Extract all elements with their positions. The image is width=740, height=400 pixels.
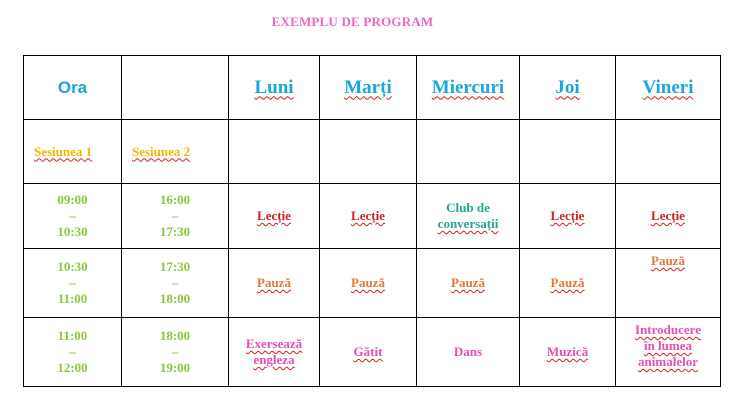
header-day-marti: Marți bbox=[320, 56, 417, 120]
activity-label: Pauză bbox=[451, 275, 485, 290]
time-end: 11:00 bbox=[57, 291, 88, 306]
time-dash: – bbox=[171, 344, 179, 359]
time-end: 12:00 bbox=[57, 360, 88, 375]
activity-cell bbox=[520, 318, 616, 387]
time-start: 09:00 bbox=[57, 192, 88, 207]
header-day-joi: Joi bbox=[520, 56, 616, 120]
time-slot-row bbox=[24, 249, 721, 318]
header-blank bbox=[122, 56, 229, 120]
time-dash: – bbox=[69, 208, 76, 223]
activity-cell bbox=[320, 184, 417, 249]
activity-cell bbox=[520, 249, 616, 318]
activity-label: în lumea bbox=[643, 338, 693, 353]
activity-cell bbox=[417, 318, 520, 387]
activity-label: Gătit bbox=[353, 344, 383, 359]
session-2-time bbox=[122, 184, 229, 249]
time-dash: – bbox=[171, 275, 179, 290]
activity-label: Lecție bbox=[651, 208, 685, 223]
empty-cell bbox=[520, 120, 616, 184]
activity-cell bbox=[229, 184, 320, 249]
activity-label: engleza bbox=[253, 352, 295, 367]
activity-cell bbox=[229, 249, 320, 318]
time-end: 10:30 bbox=[57, 224, 88, 239]
activity-cell bbox=[320, 318, 417, 387]
time-end: 18:00 bbox=[159, 291, 191, 306]
activity-label: Lecție bbox=[257, 208, 291, 223]
activity-label: conversații bbox=[437, 216, 499, 231]
session-1-label: Sesiunea 1 bbox=[24, 120, 122, 184]
activity-label: Exersează bbox=[245, 336, 303, 351]
activity-label: animalelor bbox=[638, 354, 698, 369]
header-row bbox=[24, 56, 721, 120]
time-start: 11:00 bbox=[57, 328, 88, 343]
time-dash: – bbox=[69, 275, 76, 290]
activity-cell bbox=[320, 249, 417, 318]
time-dash: – bbox=[69, 344, 76, 359]
activity-cell bbox=[417, 184, 520, 249]
session-1-time bbox=[24, 184, 122, 249]
activity-cell bbox=[520, 184, 616, 249]
session-1-time bbox=[24, 318, 122, 387]
activity-label: Pauză bbox=[257, 275, 291, 290]
session-2-label: Sesiunea 2 bbox=[122, 120, 229, 184]
activity-label: Muzică bbox=[546, 344, 589, 359]
time-slot-row bbox=[24, 184, 721, 249]
time-start: 17:30 bbox=[159, 259, 191, 274]
empty-cell bbox=[229, 120, 320, 184]
time-end: 17:30 bbox=[159, 224, 191, 239]
time-slot-row bbox=[24, 318, 721, 387]
empty-cell bbox=[320, 120, 417, 184]
activity-label: Lecție bbox=[351, 208, 385, 223]
session-2-time bbox=[122, 249, 229, 318]
time-start: 10:30 bbox=[57, 259, 88, 274]
activity-cell bbox=[616, 318, 721, 387]
activity-label: Introducere bbox=[635, 322, 701, 337]
page-title: EXEMPLU DE PROGRAM bbox=[271, 14, 434, 29]
activity-label: Lecție bbox=[550, 208, 585, 223]
session-1-time bbox=[24, 249, 122, 318]
activity-label: Pauză bbox=[351, 275, 385, 290]
activity-label: Pauză bbox=[651, 253, 685, 268]
header-ora: Ora bbox=[24, 56, 122, 120]
header-day-vineri: Vineri bbox=[616, 56, 721, 120]
activity-label: Pauză bbox=[550, 275, 585, 290]
header-day-luni: Luni bbox=[229, 56, 320, 120]
activity-cell bbox=[616, 249, 721, 318]
empty-cell bbox=[417, 120, 520, 184]
activity-label: Club de bbox=[446, 200, 490, 215]
activity-cell bbox=[229, 318, 320, 387]
schedule-table bbox=[23, 55, 721, 387]
time-start: 16:00 bbox=[159, 192, 191, 207]
activity-cell bbox=[616, 184, 721, 249]
session-row bbox=[24, 120, 721, 184]
header-day-miercuri: Miercuri bbox=[417, 56, 520, 120]
time-start: 18:00 bbox=[159, 328, 191, 343]
session-2-time bbox=[122, 318, 229, 387]
activity-cell bbox=[417, 249, 520, 318]
activity-label: Dans bbox=[453, 344, 483, 359]
time-end: 19:00 bbox=[159, 360, 191, 375]
time-dash: – bbox=[171, 208, 179, 223]
empty-cell bbox=[616, 120, 721, 184]
